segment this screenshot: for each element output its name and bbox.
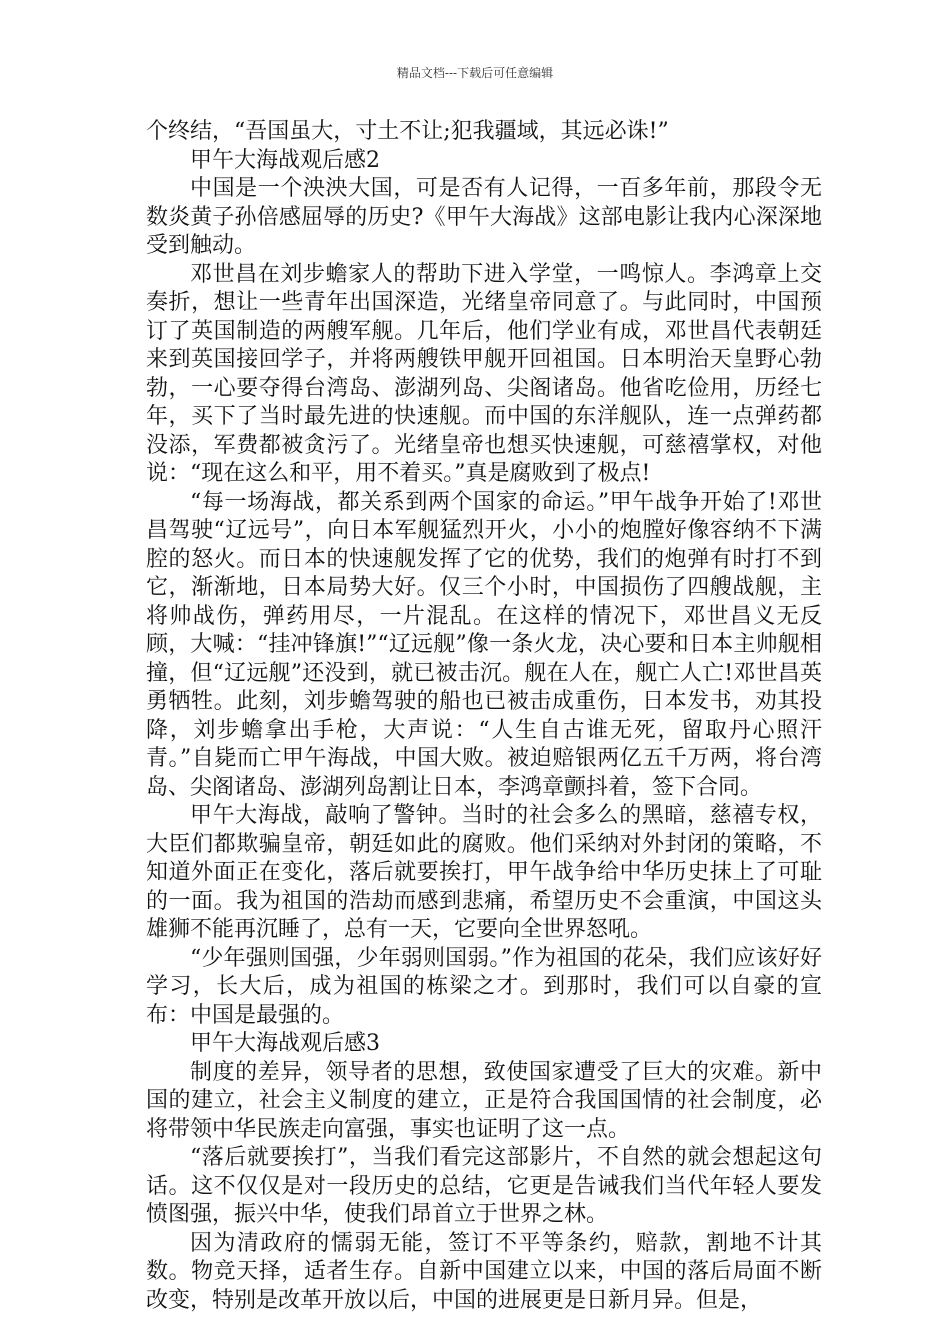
paragraph: 中国是一个泱泱大国，可是否有人记得，一百多年前，那段令无数炎黄子孙倍感屈辱的历史?《甲午大海战》这部电影让我内心深深地受到触动。 (146, 176, 822, 258)
paragraph: 制度的差异，领导者的思想，致使国家遭受了巨大的灾难。新中国的建立，社会主义制度的建立，正是符合我国国情的社会制度，必将带领中华民族走向富强，事实也证明了这一点。 (146, 1059, 822, 1142)
page-header: 精品文档---下载后可任意编辑 (396, 66, 554, 80)
section-title-3: 甲午大海战观后感3 (190, 1031, 380, 1056)
paragraph: 甲午大海战，敲响了警钟。当时的社会多么的黑暗，慈禧专权，大臣们都欺骗皇帝，朝廷如此的腐败。他们采纳对外封闭的策略，不知道外面正在变化，落后就要挨打，甲午战争给中华历史抹上了可耻的一面。我为祖国的浩劫而感到悲痛，希望历史不会重演，中国这头雄狮不能再沉睡了，总有一天，它要向全世界怒吼。 (146, 803, 822, 942)
paragraph-continuation: 个终结，“吾国虽大，寸土不让;犯我疆域，其远必诛!” (146, 119, 669, 144)
paragraph: “少年强则国强，少年弱则国弱。”作为祖国的花朵，我们应该好好学习，长大后，成为祖国的栋梁之才。到那时，我们可以自豪的宣布：中国是最强的。 (146, 945, 822, 1028)
paragraph: “每一场海战，都关系到两个国家的命运。”甲午战争开始了!邓世昌驾驶“辽远号”，向日本军舰猛烈开火，小小的炮膛好像容纳不下满腔的怒火。而日本的快速舰发挥了它的优势，我们的炮弹有时打不到它，渐渐地，日本局势大好。仅三个小时，中国损伤了四艘战舰，主将帅战伤，弹药用尽，一片混乱。在这样的情况下，邓世昌义无反顾，大喊：“挂冲锋旗!”“辽远舰”像一条火龙，决心要和日本主帅舰相撞，但“辽远舰”还没到，就已被击沉。舰在人在，舰亡人亡!邓世昌英勇牺牲。此刻，刘步蟾驾驶的船也已被击成重伤，日本发书，劝其投降，刘步蟾拿出手枪，大声说：“人生自古谁无死，留取丹心照汗青。”自毙而亡甲午海战，中国大败。被迫赔银两亿五千万两，将台湾岛、尖阁诸岛、澎湖列岛割让日本，李鸿章颤抖着，签下合同。 (146, 489, 822, 800)
section-title-2: 甲午大海战观后感2 (190, 147, 380, 173)
paragraph: 因为清政府的懦弱无能，签订不平等条约，赔款，割地不计其数。物竞天择，适者生存。自新中国建立以来，中国的落后局面不断改变，特别是改革开放以后，中国的进展更是日新月异。但是， (146, 1230, 822, 1313)
paragraph: 邓世昌在刘步蟾家人的帮助下进入学堂，一鸣惊人。李鸿章上交奏折，想让一些青年出国深造，光绪皇帝同意了。与此同时，中国预订了英国制造的两艘军舰。几年后，他们学业有成，邓世昌代表朝廷来到英国接回学子，并将两艘铁甲舰开回祖国。日本明治天皇野心勃勃，一心要夺得台湾岛、澎湖列岛、尖阁诸岛。他省吃俭用，历经七年，买下了当时最先进的快速舰。而中国的东洋舰队，连一点弹药都没添，军费都被贪污了。光绪皇帝也想买快速舰，可慈禧掌权，对他说：“现在这么和平，用不着买。”真是腐败到了极点! (146, 261, 822, 486)
document-body (146, 118, 822, 1315)
paragraph: “落后就要挨打”，当我们看完这部影片，不自然的就会想起这句话。这不仅仅是对一段历史的总结，它更是告诫我们当代年轻人要发愤图强，振兴中华，使我们昂首立于世界之林。 (146, 1145, 822, 1227)
